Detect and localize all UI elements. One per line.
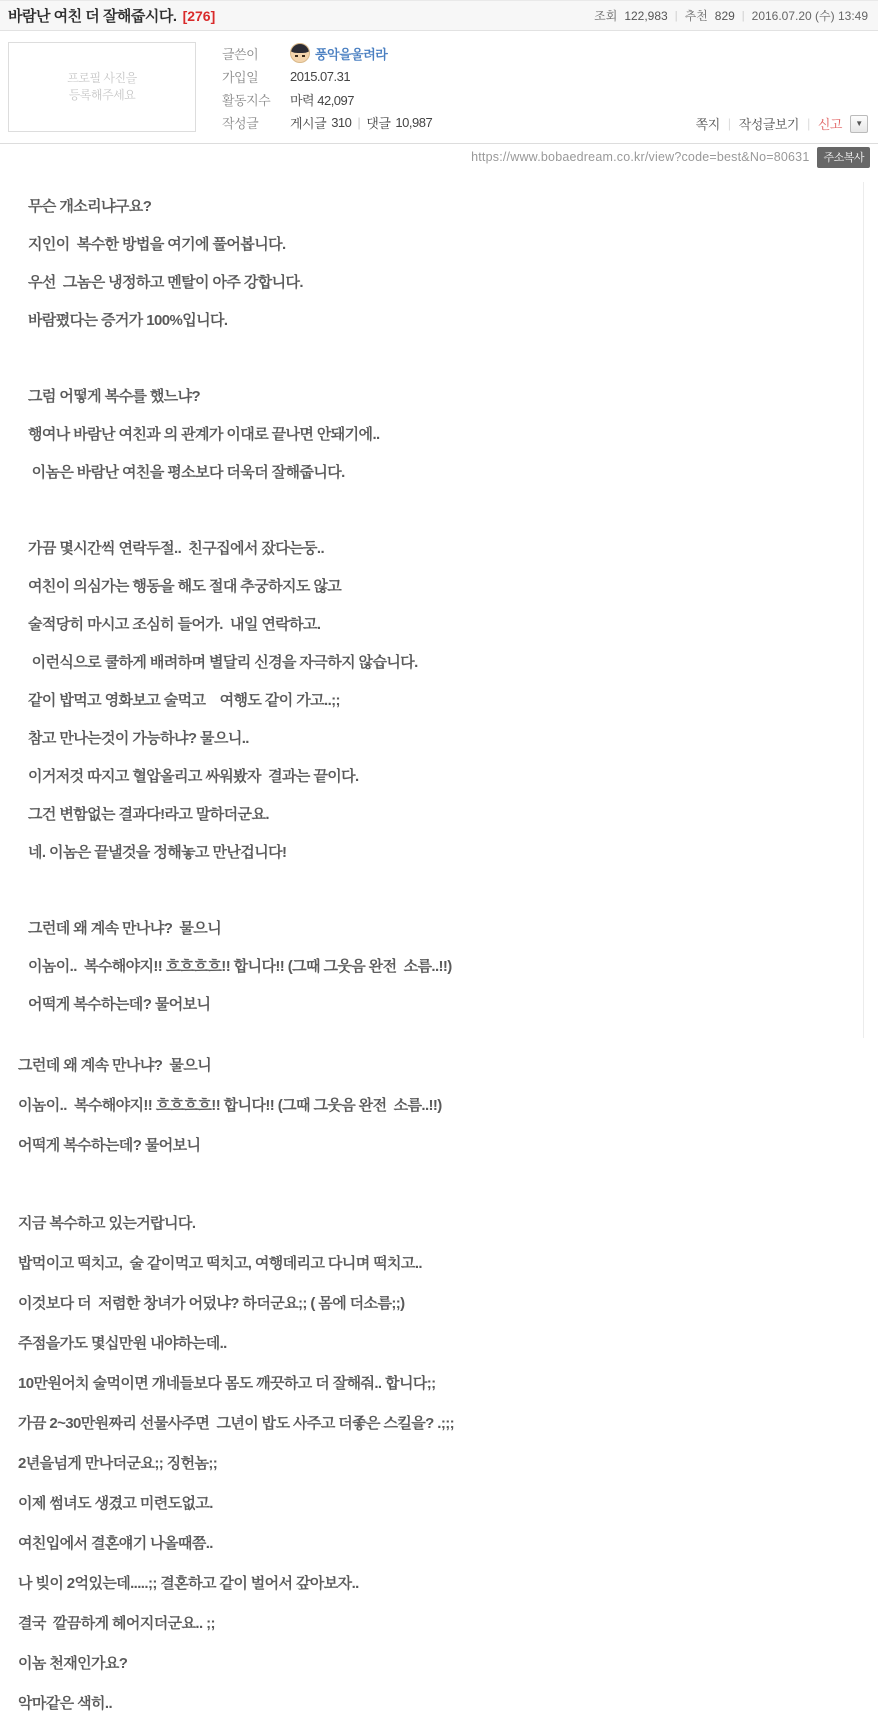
source-url-text: https://www.bobaedream.co.kr/view?code=best&No=80631 xyxy=(471,150,810,164)
join-date-row xyxy=(222,66,432,86)
content-line: 우선 그놈은 냉정하고 멘탈이 아주 강합니다. xyxy=(28,274,303,291)
content-line: 어떡게 복수하는데? 물어보니 xyxy=(28,996,211,1013)
post-meta xyxy=(594,7,868,24)
posts-count-label: 게시글 xyxy=(290,115,327,131)
content-line: 바람폈다는 증거가 100%입니다. xyxy=(28,312,228,329)
post-body xyxy=(0,170,878,1724)
content-line: 지인이 복수한 방법을 여기에 풀어봅니다. xyxy=(28,236,286,253)
photo-placeholder-line2: 등록해주세요 xyxy=(68,88,136,102)
posts-row xyxy=(222,112,432,132)
content-line: 이놈 천재인가요? xyxy=(18,1655,128,1672)
content-line: 그건 변함없는 결과다!라고 말하더군요. xyxy=(28,806,269,823)
content-line: 이놈은 바람난 여친을 평소보다 더욱더 잘해줍니다. xyxy=(28,464,345,481)
join-date-value: 2015.07.31 xyxy=(290,68,351,84)
content-line: 이놈이.. 복수해야지!! 흐흐흐흐!! 합니다!! (그때 그웃음 완전 소름..!!) xyxy=(18,1097,442,1114)
content-line xyxy=(18,1166,878,1204)
content-line: 밥먹이고 떡치고, 술 같이먹고 떡치고, 여행데리고 다니며 떡치고.. xyxy=(18,1255,422,1272)
content-line: 행여나 바람난 여친과 의 관계가 이대로 끝나면 안돼기에.. xyxy=(28,426,380,443)
content-line: 지금 복수하고 있는거랍니다. xyxy=(18,1215,196,1232)
view-author-posts-button[interactable]: 작성글보기 xyxy=(738,117,799,132)
content-line: 이제 썸녀도 생겼고 미련도없고. xyxy=(18,1495,213,1512)
content-line: 술적당히 마시고 조심히 들어가. 내일 연락하고. xyxy=(28,616,321,633)
action-separator: | xyxy=(727,116,731,131)
author-row xyxy=(222,43,432,63)
source-url-bar xyxy=(0,144,878,170)
author-link[interactable] xyxy=(290,43,387,63)
likes-value: 829 xyxy=(714,8,735,23)
author-label: 글쓴이 xyxy=(222,46,259,62)
report-dropdown-button[interactable] xyxy=(850,115,868,133)
posts-count-value[interactable]: 310 xyxy=(331,114,352,130)
content-line xyxy=(28,492,863,530)
post-datetime: 2016.07.20 (수) 13:49 xyxy=(751,9,868,23)
post-content-image-1 xyxy=(0,182,864,1038)
content-line: 이것보다 더 저렴한 창녀가 어덨냐? 하더군요;; ( 몸에 더소름;;) xyxy=(18,1295,405,1312)
content-line: 무슨 개소리냐구요? xyxy=(28,198,152,215)
comment-count-badge: [276] xyxy=(182,8,216,24)
content-line: 이런식으로 쿨하게 배려하며 별달리 신경을 자극하지 않습니다. xyxy=(28,654,418,671)
content-line: 어떡게 복수하는데? 물어보니 xyxy=(18,1137,201,1154)
content-line: 그런데 왜 계속 만나냐? 물으니 xyxy=(28,920,222,937)
activity-row xyxy=(222,89,432,109)
meta-separator: | xyxy=(674,9,678,22)
post-title: 바람난 여친 더 잘해줍시다. xyxy=(8,8,177,25)
profile-photo-placeholder xyxy=(8,42,196,132)
activity-value: 마력 42,097 xyxy=(290,92,354,108)
content-line: 주점을가도 몇십만원 내야하는데.. xyxy=(18,1335,227,1352)
content-line: 악마같은 색히.. xyxy=(18,1695,113,1712)
meta-separator: | xyxy=(741,9,745,22)
comments-count-label: 댓글 xyxy=(366,115,391,131)
chevron-down-icon: ▼ xyxy=(855,119,863,128)
stat-separator: | xyxy=(357,114,361,130)
comments-count-value[interactable]: 10,987 xyxy=(395,114,433,130)
action-separator: | xyxy=(806,116,810,131)
views-value: 122,983 xyxy=(624,8,668,23)
content-line: 가끔 2~30만원짜리 선물사주면 그년이 밥도 사주고 더좋은 스킬을? .;;; xyxy=(18,1415,455,1432)
copy-url-button[interactable]: 주소복사 xyxy=(817,147,870,168)
content-line: 2년을넘게 만나더군요;; 징헌놈;; xyxy=(18,1455,218,1472)
content-line: 여친이 의심가는 행동을 해도 절대 추궁하지도 않고 xyxy=(28,578,342,595)
send-note-button[interactable]: 쪽지 xyxy=(695,117,720,132)
post-header xyxy=(0,0,878,31)
content-line: 같이 밥먹고 영화보고 술먹고 여행도 같이 가고..;; xyxy=(28,692,340,709)
join-date-label: 가입일 xyxy=(222,69,259,85)
content-line: 참고 만나는것이 가능하냐? 물으니.. xyxy=(28,730,249,747)
content-line: 여친입에서 결혼얘기 나올때쯤.. xyxy=(18,1535,213,1552)
content-line: 가끔 몇시간씩 연락두절.. 친구집에서 잤다는둥.. xyxy=(28,540,325,557)
content-line: 그럼 어떻게 복수를 했느냐? xyxy=(28,388,201,405)
posts-label: 작성글 xyxy=(222,115,259,131)
post-content-image-2 xyxy=(0,1038,878,1724)
content-line xyxy=(28,340,863,378)
content-line xyxy=(28,872,863,910)
photo-placeholder-line1: 프로필 사진을 xyxy=(67,71,137,85)
content-line: 결국 깔끔하게 헤어지더군요.. ;; xyxy=(18,1615,215,1632)
content-line: 이놈이.. 복수해야지!! 흐흐흐흐!! 합니다!! (그때 그웃음 완전 소름..!!) xyxy=(28,958,452,975)
likes-label: 추천 xyxy=(684,9,708,23)
content-line: 그런데 왜 계속 만나냐? 물으니 xyxy=(18,1057,212,1074)
author-name[interactable]: 풍악을울려라 xyxy=(315,46,388,62)
views-label: 조회 xyxy=(594,9,618,23)
report-button[interactable]: 신고 xyxy=(817,117,842,132)
content-line: 나 빚이 2억있는데.....;; 결혼하고 같이 벌어서 갚아보자.. xyxy=(18,1575,359,1592)
author-profile-panel xyxy=(0,31,878,144)
content-line: 이거저것 따지고 혈압올리고 싸워봤자 결과는 끝이다. xyxy=(28,768,359,785)
content-line: 네. 이놈은 끝낼것을 정해놓고 만난겁니다! xyxy=(28,844,287,861)
activity-label: 활동지수 xyxy=(222,92,271,108)
content-line: 10만원어치 술먹이면 개네들보다 몸도 깨끗하고 더 잘해줘.. 합니다;; xyxy=(18,1375,436,1392)
avatar-icon xyxy=(290,43,310,63)
